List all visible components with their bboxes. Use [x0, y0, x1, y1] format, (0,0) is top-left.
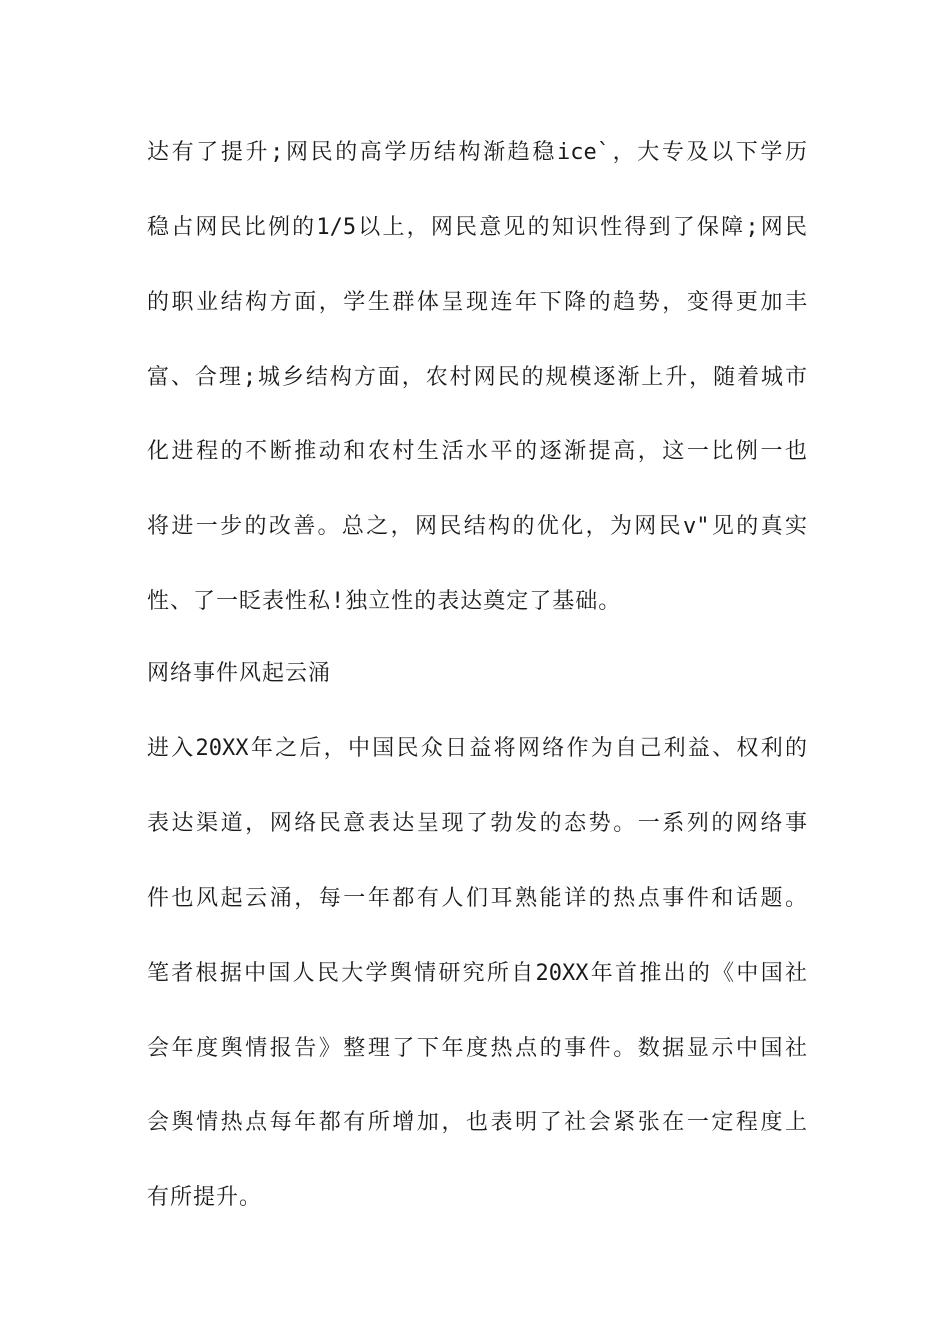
paragraph-1-line-5: 化进程的不断推动和农村生活水平的逐渐提高，这一比例一也	[147, 439, 807, 464]
paragraph-1-line-2: 稳占网民比例的1/5以上，网民意见的知识性得到了保障;网民	[147, 215, 807, 240]
paragraph-1-line-1: 达有了提升;网民的高学历结构渐趋稳ice`，大专及以下学历	[147, 140, 807, 165]
paragraph-2-line-3: 件也风起云涌，每一年都有人们耳熟能详的热点事件和话题。	[147, 886, 807, 911]
paragraph-2-line-5: 会年度舆情报告》整理了下年度热点的事件。数据显示中国社	[147, 1036, 807, 1061]
paragraph-2-line-1: 进入20XX年之后，中国民众日益将网络作为自己利益、权利的	[147, 736, 807, 761]
paragraph-2-line-6: 会舆情热点每年都有所增加，也表明了社会紧张在一定程度上	[147, 1110, 807, 1135]
paragraph-1-line-4: 富、合理;城乡结构方面，农村网民的规模逐渐上升，随着城市	[147, 365, 807, 390]
paragraph-2-line-2: 表达渠道，网络民意表达呈现了勃发的态势。一系列的网络事	[147, 811, 807, 836]
paragraph-1-line-6: 将进一步的改善。总之，网民结构的优化，为网民v"见的真实	[147, 514, 807, 539]
paragraph-1-line-3: 的职业结构方面，学生群体呈现连年下降的趋势，变得更加丰	[147, 290, 807, 315]
section-heading: 网络事件风起云涌	[147, 661, 332, 686]
paragraph-2-line-4: 笔者根据中国人民大学舆情研究所自20XX年首推出的《中国社	[147, 961, 807, 986]
paragraph-2-line-7: 有所提升。	[147, 1185, 263, 1210]
paragraph-1-line-7: 性、了一眨表性私!独立性的表达奠定了基础。	[147, 589, 622, 614]
